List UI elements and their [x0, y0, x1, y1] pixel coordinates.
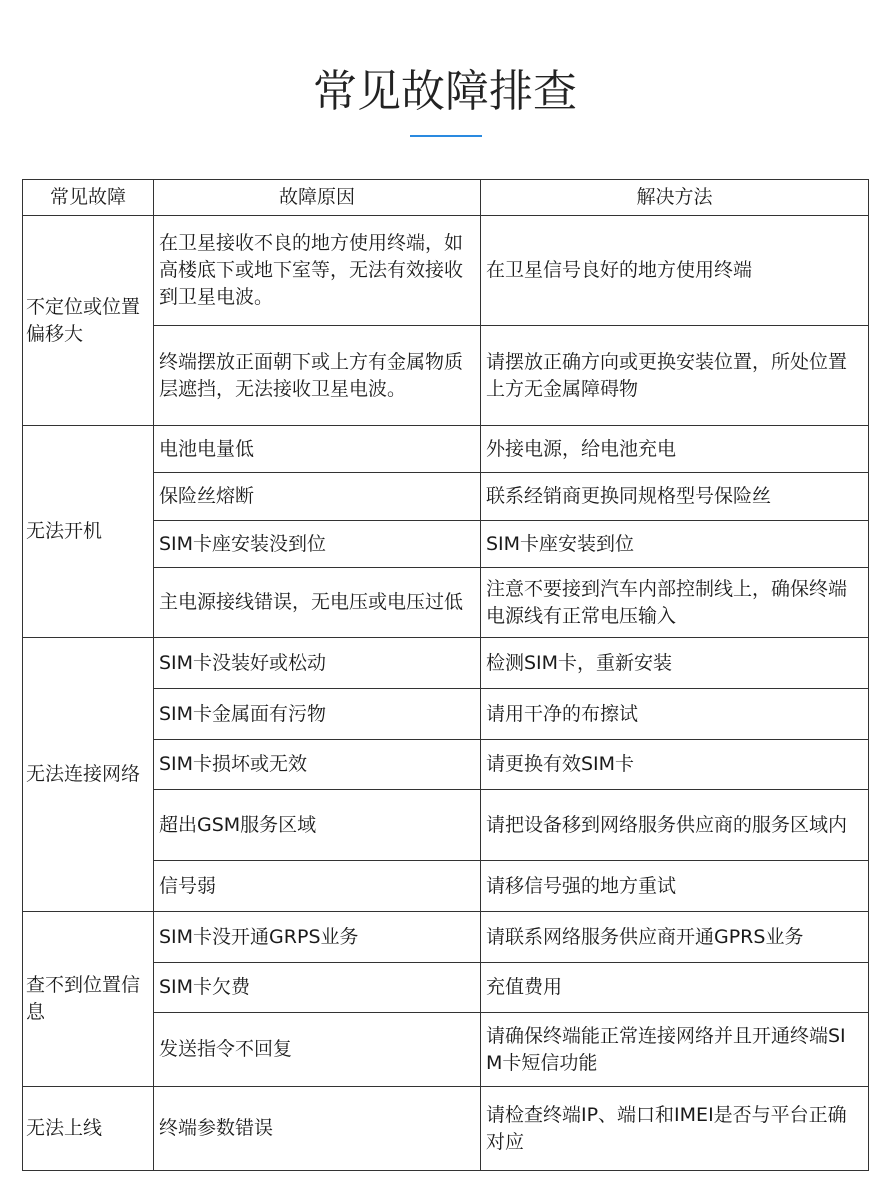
title-underline: [410, 135, 482, 137]
fault-cell: 查不到位置信息: [23, 912, 154, 1087]
fix-cell: 联系经销商更换同规格型号保险丝: [481, 473, 869, 521]
cause-cell: 终端参数错误: [154, 1087, 481, 1171]
fault-cell: 无法开机: [23, 426, 154, 638]
fix-cell: 请更换有效SIM卡: [481, 740, 869, 790]
table-header-row: [23, 180, 869, 216]
table-row: [23, 1087, 869, 1171]
cause-cell: 保险丝熔断: [154, 473, 481, 521]
table-row: [23, 638, 869, 689]
fix-cell: 注意不要接到汽车内部控制线上，确保终端电源线有正常电压输入: [481, 568, 869, 638]
table-row: [23, 216, 869, 326]
fix-cell: 请移信号强的地方重试: [481, 861, 869, 912]
cause-cell: SIM卡金属面有污物: [154, 689, 481, 740]
cause-cell: 主电源接线错误，无电压或电压过低: [154, 568, 481, 638]
cause-cell: SIM卡座安装没到位: [154, 521, 481, 568]
cause-cell: 超出GSM服务区域: [154, 790, 481, 861]
cause-cell: SIM卡损坏或无效: [154, 740, 481, 790]
cause-cell: 电池电量低: [154, 426, 481, 473]
troubleshooting-table: [22, 179, 869, 1171]
table-row: [23, 912, 869, 963]
cause-cell: SIM卡欠费: [154, 963, 481, 1013]
fix-cell: SIM卡座安装到位: [481, 521, 869, 568]
fault-cell: 无法上线: [23, 1087, 154, 1171]
cause-cell: 信号弱: [154, 861, 481, 912]
fault-cell: 不定位或位置偏移大: [23, 216, 154, 426]
fix-cell: 外接电源，给电池充电: [481, 426, 869, 473]
fix-cell: 请检查终端IP、端口和IMEI是否与平台正确对应: [481, 1087, 869, 1171]
table-row: [23, 426, 869, 473]
cause-cell: SIM卡没装好或松动: [154, 638, 481, 689]
header-cause: 故障原因: [154, 180, 481, 216]
fix-cell: 请摆放正确方向或更换安装位置，所处位置上方无金属障碍物: [481, 326, 869, 426]
page-title: 常见故障排查: [313, 66, 577, 117]
fix-cell: 检测SIM卡，重新安装: [481, 638, 869, 689]
cause-cell: 发送指令不回复: [154, 1013, 481, 1087]
fix-cell: 请把设备移到网络服务供应商的服务区域内: [481, 790, 869, 861]
cause-cell: 在卫星接收不良的地方使用终端，如高楼底下或地下室等，无法有效接收到卫星电波。: [154, 216, 481, 326]
fix-cell: 请用干净的布擦试: [481, 689, 869, 740]
fix-cell: 请联系网络服务供应商开通GPRS业务: [481, 912, 869, 963]
fix-cell: 充值费用: [481, 963, 869, 1013]
header-fault: 常见故障: [23, 180, 154, 216]
fix-cell: 在卫星信号良好的地方使用终端: [481, 216, 869, 326]
cause-cell: SIM卡没开通GRPS业务: [154, 912, 481, 963]
cause-cell: 终端摆放正面朝下或上方有金属物质层遮挡，无法接收卫星电波。: [154, 326, 481, 426]
fix-cell: 请确保终端能正常连接网络并且开通终端SIM卡短信功能: [481, 1013, 869, 1087]
header-fix: 解决方法: [481, 180, 869, 216]
fault-cell: 无法连接网络: [23, 638, 154, 912]
